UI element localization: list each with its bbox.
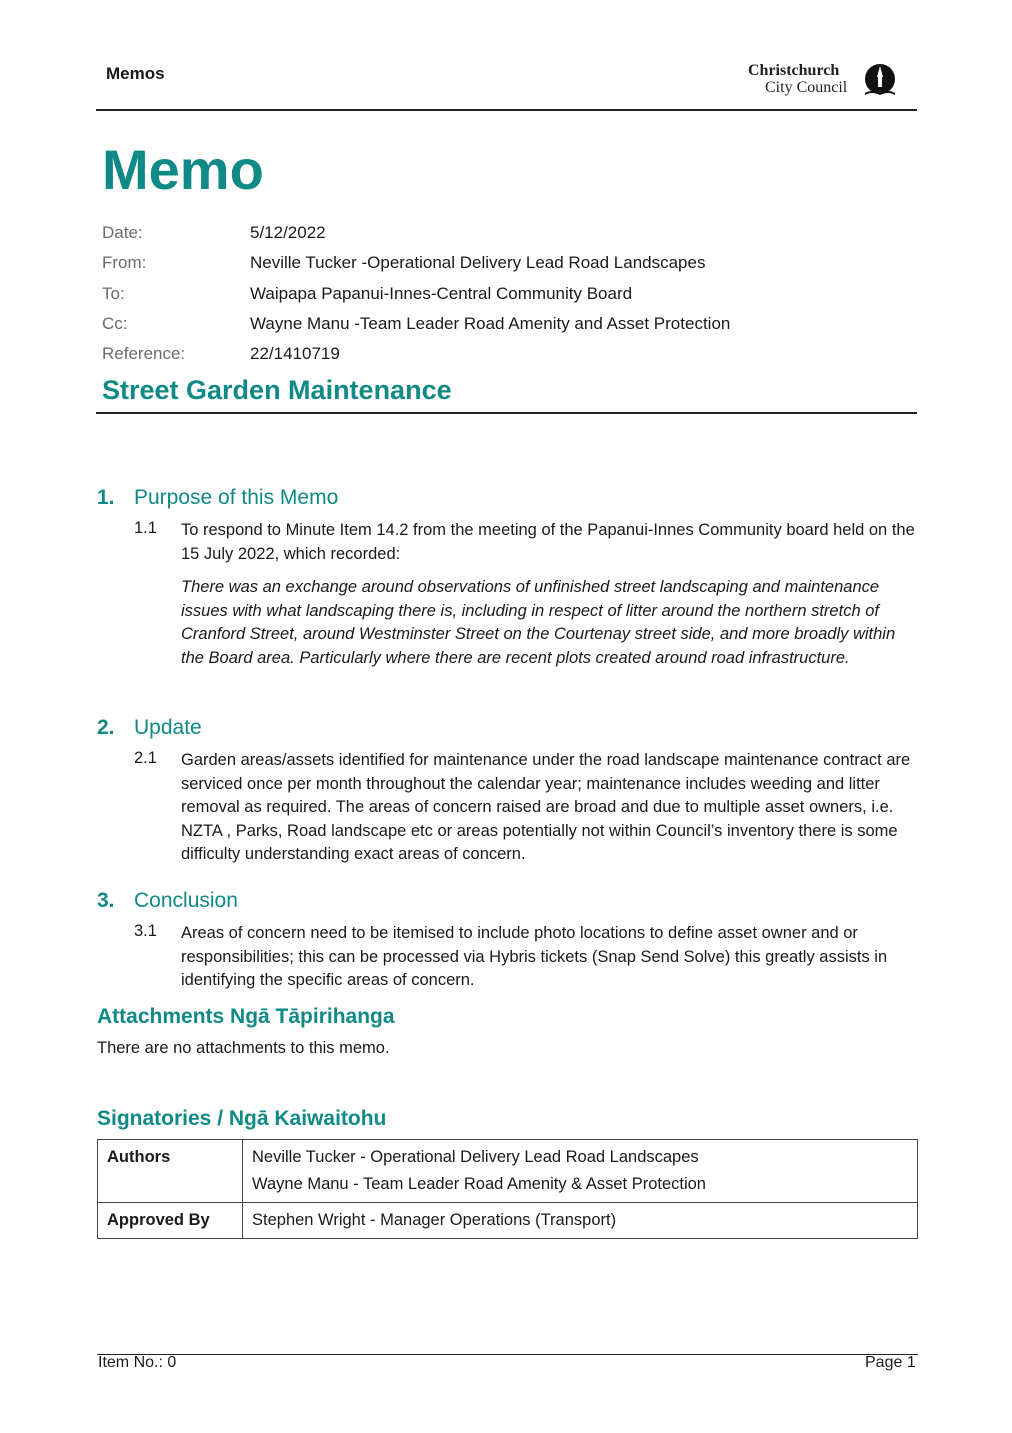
signatory-name: Neville Tucker - Operational Delivery Lead Road Landscapes bbox=[252, 1148, 699, 1166]
section-3-title: Conclusion bbox=[134, 889, 238, 912]
section-3-paragraph: Areas of concern need to be itemised to include photo locations to define asset owner and or responsibilities; this can be processed via Hybris tickets (Snap Send Solve) this greatly assists in identifying the specific areas of concern. bbox=[181, 924, 888, 990]
meta-label-date: Date: bbox=[102, 223, 143, 242]
header-rule bbox=[96, 109, 917, 111]
table-row bbox=[98, 1140, 918, 1203]
meta-label-cc: Cc: bbox=[102, 314, 128, 333]
signatory-name: Wayne Manu - Team Leader Road Amenity & Asset Protection bbox=[252, 1175, 706, 1193]
cathedral-logo-icon bbox=[862, 63, 898, 99]
signatories-table bbox=[97, 1139, 918, 1239]
signatory-role-authors: Authors bbox=[98, 1140, 243, 1203]
section-1-paragraph: To respond to Minute Item 14.2 from the meeting of the Papanui-Innes Community board held on the 15 July 2022, which recorded: bbox=[181, 521, 915, 563]
section-1-para-number: 1.1 bbox=[134, 519, 157, 537]
meta-value-reference: 22/1410719 bbox=[250, 344, 340, 363]
section-2-para-number: 2.1 bbox=[134, 749, 157, 767]
section-2-paragraph: Garden areas/assets identified for maintenance under the road landscape maintenance contract are serviced once per month throughout the calendar year; maintenance includes weeding and litter removal as required. The areas of concern raised are broad and due to multiple asset owners, i.e. NZTA , Parks, Road landscape etc or areas potentially not within Council’s inventory there is some difficulty understanding exact areas of concern. bbox=[181, 751, 911, 864]
attachments-text: There are no attachments to this memo. bbox=[97, 1039, 390, 1057]
footer-item-number: Item No.: 0 bbox=[98, 1354, 177, 1371]
section-1-title: Purpose of this Memo bbox=[134, 486, 339, 509]
meta-label-from: From: bbox=[102, 253, 147, 272]
memo-title: Memo bbox=[102, 138, 264, 201]
section-3-number: 3. bbox=[97, 889, 115, 912]
title-rule bbox=[96, 412, 917, 414]
meta-label-reference: Reference: bbox=[102, 344, 186, 363]
meta-value-to: Waipapa Papanui-Innes-Central Community Board bbox=[250, 284, 633, 303]
header-section-label: Memos bbox=[106, 64, 165, 83]
table-row bbox=[98, 1203, 918, 1239]
signatory-role-approved: Approved By bbox=[98, 1203, 243, 1239]
section-2-number: 2. bbox=[97, 716, 115, 739]
meta-value-cc: Wayne Manu -Team Leader Road Amenity and Asset Protection bbox=[250, 314, 731, 333]
council-logo bbox=[748, 62, 900, 102]
signatory-name: Stephen Wright - Manager Operations (Transport) bbox=[252, 1211, 617, 1229]
footer-page-number: Page 1 bbox=[865, 1354, 916, 1371]
section-1-number: 1. bbox=[97, 486, 115, 509]
attachments-title: Attachments Ngā Tāpirihanga bbox=[97, 1005, 395, 1028]
section-1-quote: There was an exchange around observations of unfinished street landscaping and maintenance issues with what landscaping there is, including in respect of litter around the northern stretch of Cranford Street, around Westminster Street on the Courtenay street side, and more broadly within the Board area. Particularly where there are recent plots created around road infrastructure. bbox=[181, 578, 896, 667]
footer-rule bbox=[97, 1354, 918, 1355]
signatory-names-authors bbox=[243, 1140, 918, 1203]
signatories-title: Signatories / Ngā Kaiwaitohu bbox=[97, 1107, 387, 1130]
meta-value-date: 5/12/2022 bbox=[250, 223, 326, 242]
meta-label-to: To: bbox=[102, 284, 125, 303]
logo-line1: Christchurch bbox=[748, 62, 840, 79]
document-title: Street Garden Maintenance bbox=[102, 375, 452, 405]
section-2-title: Update bbox=[134, 716, 202, 739]
signatory-names-approved bbox=[243, 1203, 918, 1239]
logo-line2: City Council bbox=[765, 79, 848, 96]
section-3-para-number: 3.1 bbox=[134, 922, 157, 940]
meta-value-from: Neville Tucker -Operational Delivery Lead Road Landscapes bbox=[250, 253, 706, 272]
